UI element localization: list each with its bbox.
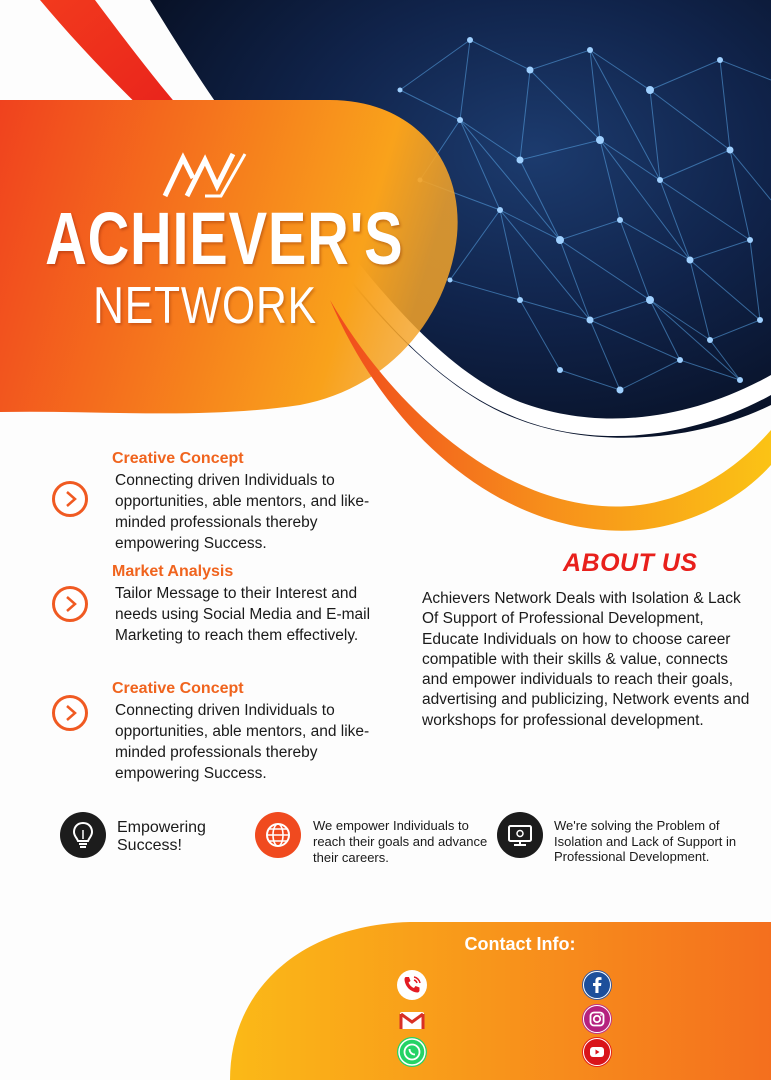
whatsapp-icon[interactable]: [397, 1037, 427, 1067]
feature-text: Connecting driven Individuals to opportunities, able mentors, and like-minded professionals thereby empowering Success.: [115, 472, 370, 552]
feature-creative-concept-2: [52, 680, 382, 780]
chevron-right-icon[interactable]: [52, 586, 88, 622]
chevron-right-icon[interactable]: [52, 695, 88, 731]
instagram-icon[interactable]: [582, 1004, 612, 1034]
youtube-icon[interactable]: [582, 1037, 612, 1067]
brand-block: [0, 150, 410, 334]
phone-icon[interactable]: [397, 970, 427, 1000]
highlight-text: Empowering Success!: [117, 819, 206, 854]
gmail-icon[interactable]: [397, 1005, 427, 1035]
feature-title: Market Analysis: [112, 563, 234, 580]
logo-icon: [161, 150, 249, 200]
chevron-right-icon[interactable]: [52, 481, 88, 517]
highlight-text: We're solving the Problem of Isolation and Lack of Support in Professional Development.: [554, 818, 737, 864]
highlight-text: We empower Individuals to reach their goals and advance their careers.: [313, 818, 488, 865]
feature-title: Creative Concept: [112, 680, 244, 697]
globe-icon: [255, 812, 301, 858]
brand-subtitle: NETWORK: [93, 277, 317, 335]
feature-title: Creative Concept: [112, 450, 244, 467]
feature-text: Tailor Message to their Interest and needs using Social Media and E-mail Marketing to reach them effectively.: [115, 585, 371, 644]
lightbulb-icon: [60, 812, 106, 858]
feature-creative-concept-1: [52, 450, 382, 550]
brand-title: ACHIEVER'S: [45, 197, 404, 280]
about-text: Achievers Network Deals with Isolation & Lack Of Support of Professional Development, Educate Individuals on how to choose career compatible with their skills & value, connects and empower individuals to reach their goals, advertising and publicizing, Network events and workshops for professional development.: [422, 590, 750, 729]
feature-market-analysis: [52, 563, 382, 663]
feature-text: Connecting driven Individuals to opportunities, able mentors, and like-minded professionals thereby empowering Success.: [115, 702, 370, 782]
about-title: ABOUT US: [563, 549, 698, 577]
monitor-icon: [497, 812, 543, 858]
facebook-icon[interactable]: [582, 970, 612, 1000]
contact-title: Contact Info:: [464, 934, 576, 954]
